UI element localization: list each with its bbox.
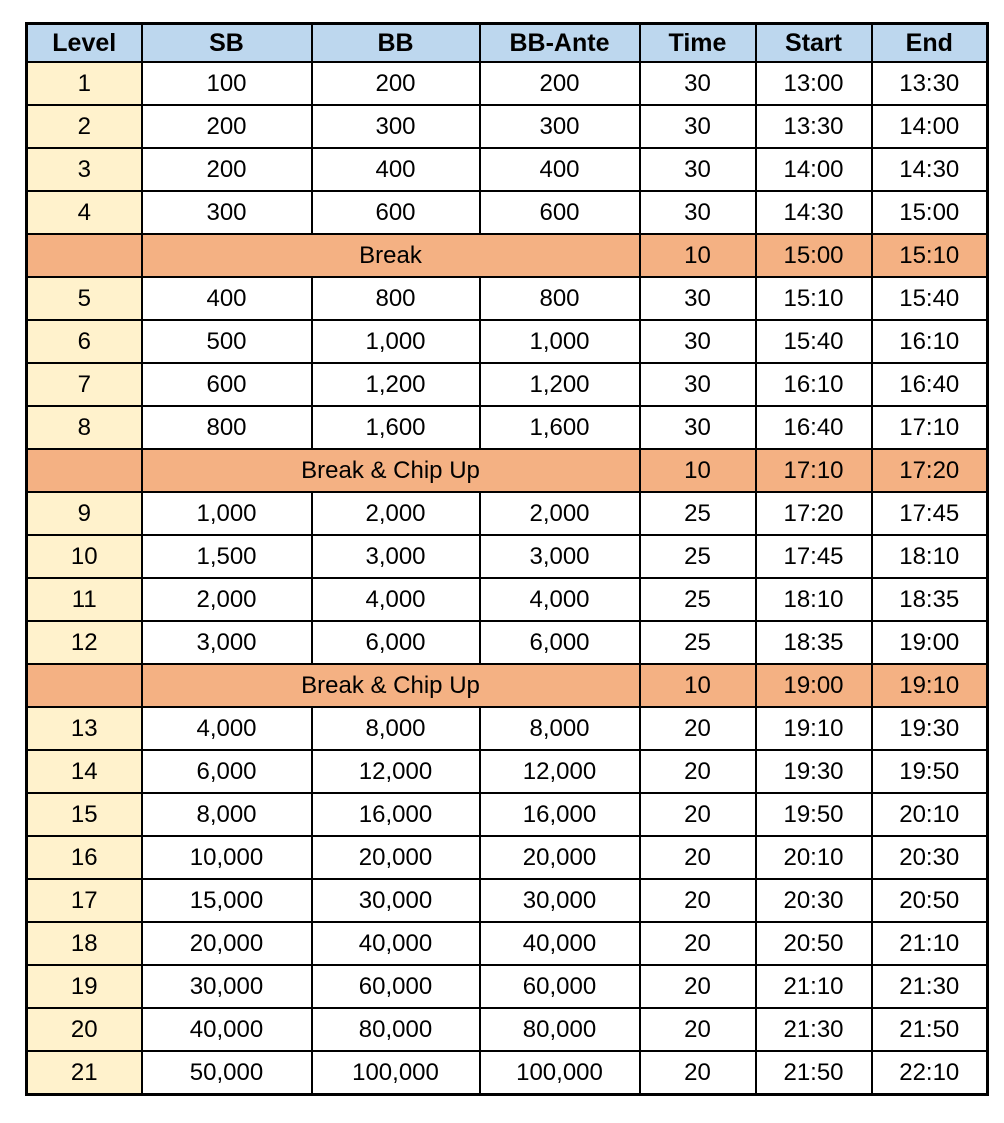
start-cell: 18:35	[756, 621, 872, 664]
sb-cell: 100	[142, 62, 312, 105]
end-cell: 17:45	[872, 492, 988, 535]
end-cell: 22:10	[872, 1051, 988, 1095]
start-cell: 20:30	[756, 879, 872, 922]
break-spacer-cell	[27, 664, 142, 707]
level-row	[27, 621, 988, 664]
level-row	[27, 578, 988, 621]
sb-cell: 10,000	[142, 836, 312, 879]
break-label-cell: Break	[142, 234, 640, 277]
end-cell: 21:50	[872, 1008, 988, 1051]
end-cell: 14:30	[872, 148, 988, 191]
end-cell: 19:10	[872, 664, 988, 707]
start-cell: 14:30	[756, 191, 872, 234]
break-label-cell: Break & Chip Up	[142, 449, 640, 492]
sb-cell: 200	[142, 148, 312, 191]
sb-cell: 600	[142, 363, 312, 406]
end-cell: 19:50	[872, 750, 988, 793]
sb-cell: 2,000	[142, 578, 312, 621]
level-row	[27, 535, 988, 578]
column-header-start: Start	[756, 24, 872, 63]
level-cell: 4	[27, 191, 142, 234]
sb-cell: 8,000	[142, 793, 312, 836]
start-cell: 16:40	[756, 406, 872, 449]
sb-cell: 6,000	[142, 750, 312, 793]
start-cell: 20:10	[756, 836, 872, 879]
start-cell: 20:50	[756, 922, 872, 965]
bb-ante-cell: 80,000	[480, 1008, 640, 1051]
start-cell: 15:40	[756, 320, 872, 363]
bb-ante-cell: 400	[480, 148, 640, 191]
level-row	[27, 836, 988, 879]
bb-ante-cell: 1,600	[480, 406, 640, 449]
start-cell: 15:10	[756, 277, 872, 320]
bb-ante-cell: 8,000	[480, 707, 640, 750]
start-cell: 17:10	[756, 449, 872, 492]
sb-cell: 200	[142, 105, 312, 148]
time-cell: 20	[640, 1008, 756, 1051]
blind-structure-table	[25, 22, 989, 1096]
bb-cell: 1,600	[312, 406, 480, 449]
level-row	[27, 793, 988, 836]
bb-cell: 6,000	[312, 621, 480, 664]
start-cell: 19:50	[756, 793, 872, 836]
time-cell: 30	[640, 62, 756, 105]
bb-cell: 300	[312, 105, 480, 148]
time-cell: 20	[640, 793, 756, 836]
sb-cell: 3,000	[142, 621, 312, 664]
start-cell: 19:00	[756, 664, 872, 707]
level-cell: 12	[27, 621, 142, 664]
level-cell: 18	[27, 922, 142, 965]
column-header-sb: SB	[142, 24, 312, 63]
time-cell: 25	[640, 492, 756, 535]
end-cell: 15:00	[872, 191, 988, 234]
level-cell: 20	[27, 1008, 142, 1051]
end-cell: 21:10	[872, 922, 988, 965]
start-cell: 19:30	[756, 750, 872, 793]
bb-cell: 1,200	[312, 363, 480, 406]
bb-ante-cell: 1,200	[480, 363, 640, 406]
bb-cell: 30,000	[312, 879, 480, 922]
bb-ante-cell: 800	[480, 277, 640, 320]
level-row	[27, 492, 988, 535]
end-cell: 18:10	[872, 535, 988, 578]
bb-cell: 20,000	[312, 836, 480, 879]
sb-cell: 500	[142, 320, 312, 363]
start-cell: 15:00	[756, 234, 872, 277]
end-cell: 16:10	[872, 320, 988, 363]
time-cell: 30	[640, 277, 756, 320]
start-cell: 17:45	[756, 535, 872, 578]
end-cell: 16:40	[872, 363, 988, 406]
end-cell: 20:50	[872, 879, 988, 922]
bb-ante-cell: 60,000	[480, 965, 640, 1008]
level-row	[27, 965, 988, 1008]
bb-cell: 16,000	[312, 793, 480, 836]
level-row	[27, 62, 988, 105]
bb-cell: 12,000	[312, 750, 480, 793]
time-cell: 25	[640, 621, 756, 664]
start-cell: 18:10	[756, 578, 872, 621]
time-cell: 20	[640, 836, 756, 879]
time-cell: 30	[640, 105, 756, 148]
time-cell: 30	[640, 363, 756, 406]
end-cell: 19:30	[872, 707, 988, 750]
bb-ante-cell: 12,000	[480, 750, 640, 793]
time-cell: 10	[640, 449, 756, 492]
bb-ante-cell: 40,000	[480, 922, 640, 965]
end-cell: 17:10	[872, 406, 988, 449]
level-cell: 16	[27, 836, 142, 879]
bb-cell: 1,000	[312, 320, 480, 363]
level-row	[27, 750, 988, 793]
level-row	[27, 105, 988, 148]
sb-cell: 30,000	[142, 965, 312, 1008]
bb-cell: 800	[312, 277, 480, 320]
break-row	[27, 664, 988, 707]
level-cell: 7	[27, 363, 142, 406]
end-cell: 20:30	[872, 836, 988, 879]
level-row	[27, 148, 988, 191]
column-header-end: End	[872, 24, 988, 63]
sb-cell: 20,000	[142, 922, 312, 965]
level-row	[27, 1008, 988, 1051]
column-header-bb: BB	[312, 24, 480, 63]
level-row	[27, 320, 988, 363]
level-cell: 5	[27, 277, 142, 320]
end-cell: 15:40	[872, 277, 988, 320]
level-cell: 14	[27, 750, 142, 793]
start-cell: 16:10	[756, 363, 872, 406]
end-cell: 17:20	[872, 449, 988, 492]
bb-cell: 4,000	[312, 578, 480, 621]
bb-cell: 3,000	[312, 535, 480, 578]
sb-cell: 1,000	[142, 492, 312, 535]
end-cell: 15:10	[872, 234, 988, 277]
time-cell: 20	[640, 965, 756, 1008]
column-header-bb-ante: BB-Ante	[480, 24, 640, 63]
level-cell: 15	[27, 793, 142, 836]
bb-ante-cell: 100,000	[480, 1051, 640, 1095]
sb-cell: 4,000	[142, 707, 312, 750]
time-cell: 10	[640, 234, 756, 277]
bb-cell: 100,000	[312, 1051, 480, 1095]
level-cell: 10	[27, 535, 142, 578]
sb-cell: 40,000	[142, 1008, 312, 1051]
time-cell: 20	[640, 750, 756, 793]
sb-cell: 1,500	[142, 535, 312, 578]
bb-ante-cell: 30,000	[480, 879, 640, 922]
table-body	[27, 62, 988, 1095]
bb-cell: 8,000	[312, 707, 480, 750]
time-cell: 30	[640, 320, 756, 363]
level-cell: 3	[27, 148, 142, 191]
column-header-level: Level	[27, 24, 142, 63]
break-spacer-cell	[27, 234, 142, 277]
break-label-cell: Break & Chip Up	[142, 664, 640, 707]
start-cell: 13:00	[756, 62, 872, 105]
start-cell: 14:00	[756, 148, 872, 191]
level-row	[27, 707, 988, 750]
bb-cell: 60,000	[312, 965, 480, 1008]
bb-cell: 2,000	[312, 492, 480, 535]
end-cell: 13:30	[872, 62, 988, 105]
level-row	[27, 191, 988, 234]
level-row	[27, 277, 988, 320]
time-cell: 20	[640, 1051, 756, 1095]
start-cell: 13:30	[756, 105, 872, 148]
end-cell: 19:00	[872, 621, 988, 664]
time-cell: 20	[640, 922, 756, 965]
start-cell: 21:10	[756, 965, 872, 1008]
bb-ante-cell: 200	[480, 62, 640, 105]
header-row	[27, 24, 988, 63]
level-cell: 21	[27, 1051, 142, 1095]
bb-ante-cell: 3,000	[480, 535, 640, 578]
level-cell: 13	[27, 707, 142, 750]
time-cell: 10	[640, 664, 756, 707]
end-cell: 18:35	[872, 578, 988, 621]
start-cell: 19:10	[756, 707, 872, 750]
sb-cell: 800	[142, 406, 312, 449]
bb-ante-cell: 6,000	[480, 621, 640, 664]
bb-ante-cell: 1,000	[480, 320, 640, 363]
sb-cell: 15,000	[142, 879, 312, 922]
level-cell: 2	[27, 105, 142, 148]
break-row	[27, 449, 988, 492]
bb-ante-cell: 16,000	[480, 793, 640, 836]
bb-ante-cell: 300	[480, 105, 640, 148]
end-cell: 20:10	[872, 793, 988, 836]
level-row	[27, 363, 988, 406]
level-cell: 8	[27, 406, 142, 449]
bb-cell: 200	[312, 62, 480, 105]
time-cell: 30	[640, 406, 756, 449]
time-cell: 20	[640, 879, 756, 922]
bb-cell: 400	[312, 148, 480, 191]
bb-ante-cell: 600	[480, 191, 640, 234]
break-row	[27, 234, 988, 277]
time-cell: 20	[640, 707, 756, 750]
bb-ante-cell: 2,000	[480, 492, 640, 535]
bb-ante-cell: 4,000	[480, 578, 640, 621]
column-header-time: Time	[640, 24, 756, 63]
level-cell: 9	[27, 492, 142, 535]
level-cell: 19	[27, 965, 142, 1008]
sb-cell: 300	[142, 191, 312, 234]
time-cell: 25	[640, 535, 756, 578]
bb-cell: 80,000	[312, 1008, 480, 1051]
time-cell: 30	[640, 148, 756, 191]
level-cell: 6	[27, 320, 142, 363]
start-cell: 21:50	[756, 1051, 872, 1095]
level-cell: 1	[27, 62, 142, 105]
level-cell: 11	[27, 578, 142, 621]
sb-cell: 50,000	[142, 1051, 312, 1095]
end-cell: 21:30	[872, 965, 988, 1008]
end-cell: 14:00	[872, 105, 988, 148]
level-row	[27, 922, 988, 965]
time-cell: 25	[640, 578, 756, 621]
level-row	[27, 406, 988, 449]
start-cell: 21:30	[756, 1008, 872, 1051]
bb-cell: 600	[312, 191, 480, 234]
bb-cell: 40,000	[312, 922, 480, 965]
level-row	[27, 1051, 988, 1095]
time-cell: 30	[640, 191, 756, 234]
start-cell: 17:20	[756, 492, 872, 535]
break-spacer-cell	[27, 449, 142, 492]
level-cell: 17	[27, 879, 142, 922]
bb-ante-cell: 20,000	[480, 836, 640, 879]
level-row	[27, 879, 988, 922]
table-header	[27, 24, 988, 63]
sb-cell: 400	[142, 277, 312, 320]
